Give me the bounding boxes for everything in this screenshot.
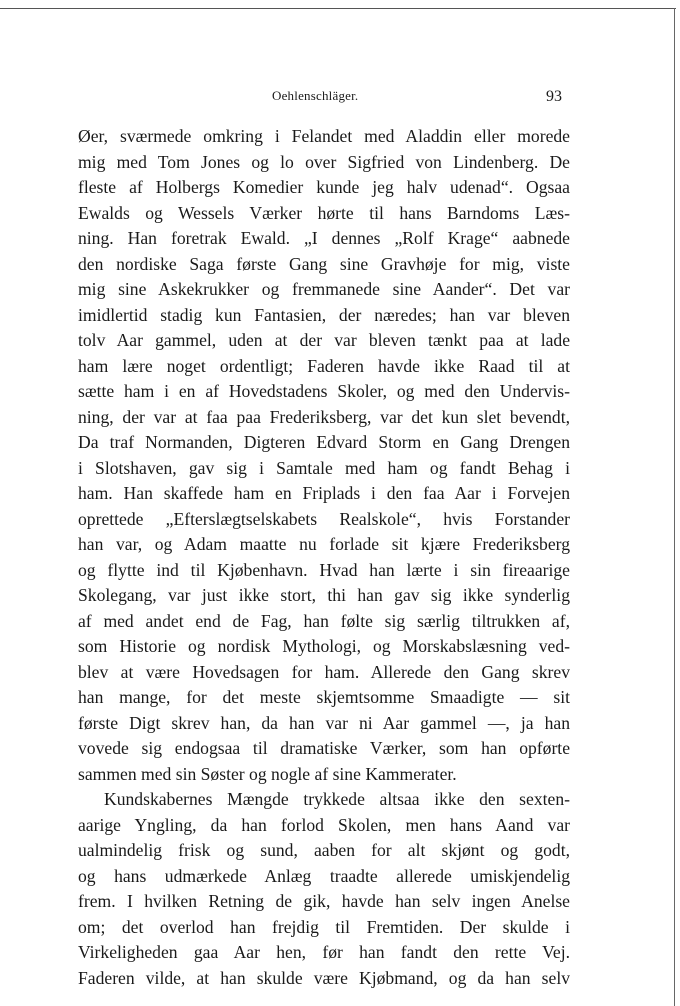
text-line: ham lære noget ordentligt; Faderen havde ikke Raad til at bbox=[78, 355, 570, 376]
text-line: i Slotshaven, gav sig i Samtale med ham og fandt Behag i bbox=[78, 457, 570, 478]
text-line: han var, og Adam maatte nu forlade sit kjære Frederiksberg bbox=[78, 534, 570, 554]
text-line: og flytte ind til Kjøbenhavn. Hvad han lærte i sin fireaarige bbox=[78, 559, 570, 580]
text-line: blev at være Hovedsagen for ham. Allerede den Gang skrev bbox=[78, 661, 570, 682]
text-line: af med andet end de Fag, han følte sig særlig tiltrukken af, bbox=[78, 610, 570, 631]
text-line: oprettede „Efterslægtselskabets Realskole“, hvis Forstander bbox=[78, 508, 570, 529]
right-edge-rule bbox=[674, 8, 675, 1006]
text-line: Faderen vilde, at han skulde være Kjøbmand, og da han selv bbox=[78, 967, 570, 988]
page-header bbox=[0, 88, 680, 110]
text-line: frem. I hvilken Retning de gik, havde han selv ingen Anelse bbox=[78, 891, 570, 911]
text-line: han mange, for det meste skjemtsomme Smaadigte — sit bbox=[78, 687, 570, 707]
text-line: Da traf Normanden, Digteren Edvard Storm en Gang Drengen bbox=[78, 432, 570, 452]
text-line: sammen med sin Søster og nogle af sine Kammerater. bbox=[78, 763, 457, 784]
text-line: ning, der var at faa paa Frederiksberg, var det kun slet bevendt, bbox=[78, 406, 570, 427]
text-line: Kundskabernes Mængde trykkede altsaa ikke den sexten- bbox=[104, 789, 570, 809]
text-line: Øer, sværmede omkring i Felandet med Aladdin eller morede bbox=[78, 126, 570, 146]
text-line: om; det overlod han frejdig til Fremtiden. Der skulde i bbox=[78, 916, 570, 937]
text-line: tolv Aar gammel, uden at der var bleven tænkt paa at lade bbox=[78, 330, 570, 350]
text-line: aarige Yngling, da han forlod Skolen, men hans Aand var bbox=[78, 814, 570, 835]
text-line: vovede sig endogsaa til dramatiske Værker, som han opførte bbox=[78, 738, 570, 758]
text-line: imidlertid stadig kun Fantasien, der næredes; han var bleven bbox=[78, 304, 570, 325]
top-edge-rule bbox=[0, 8, 676, 9]
text-line: som Historie og nordisk Mythologi, og Morskabslæsning ved- bbox=[78, 636, 570, 656]
text-line: første Digt skrev han, da han var ni Aar gammel —, ja han bbox=[78, 712, 570, 733]
text-line: ning. Han foretrak Ewald. „I dennes „Rolf Krage“ aabnede bbox=[78, 228, 570, 248]
text-line: ualmindelig frisk og sund, aaben for alt skjønt og godt, bbox=[78, 840, 570, 860]
text-line: ham. Han skaffede ham en Friplads i den faa Aar i Forvejen bbox=[78, 483, 570, 503]
text-line: den nordiske Saga første Gang sine Gravhøje for mig, viste bbox=[78, 253, 570, 274]
page-number: 93 bbox=[546, 88, 562, 105]
text-line: Virkeligheden gaa Aar hen, før han fandt den rette Vej. bbox=[78, 942, 570, 962]
text-line: mig sine Askekrukker og fremmanede sine Aander“. Det var bbox=[78, 279, 570, 299]
text-line: Ewalds og Wessels Værker hørte til hans Barndoms Læs- bbox=[78, 202, 570, 223]
text-line: sætte ham i en af Hovedstadens Skoler, og med den Undervis- bbox=[78, 381, 570, 401]
text-line: og hans udmærkede Anlæg traadte allerede umiskjendelig bbox=[78, 865, 570, 886]
running-title: Oehlenschläger. bbox=[272, 88, 359, 103]
text-line: fleste af Holbergs Komedier kunde jeg halv udenad“. Ogsaa bbox=[78, 177, 570, 197]
text-line: mig med Tom Jones og lo over Sigfried von Lindenberg. De bbox=[78, 151, 570, 172]
text-line: Skolegang, var just ikke stort, thi han gav sig ikke synderlig bbox=[78, 585, 570, 605]
body-text bbox=[78, 124, 570, 991]
